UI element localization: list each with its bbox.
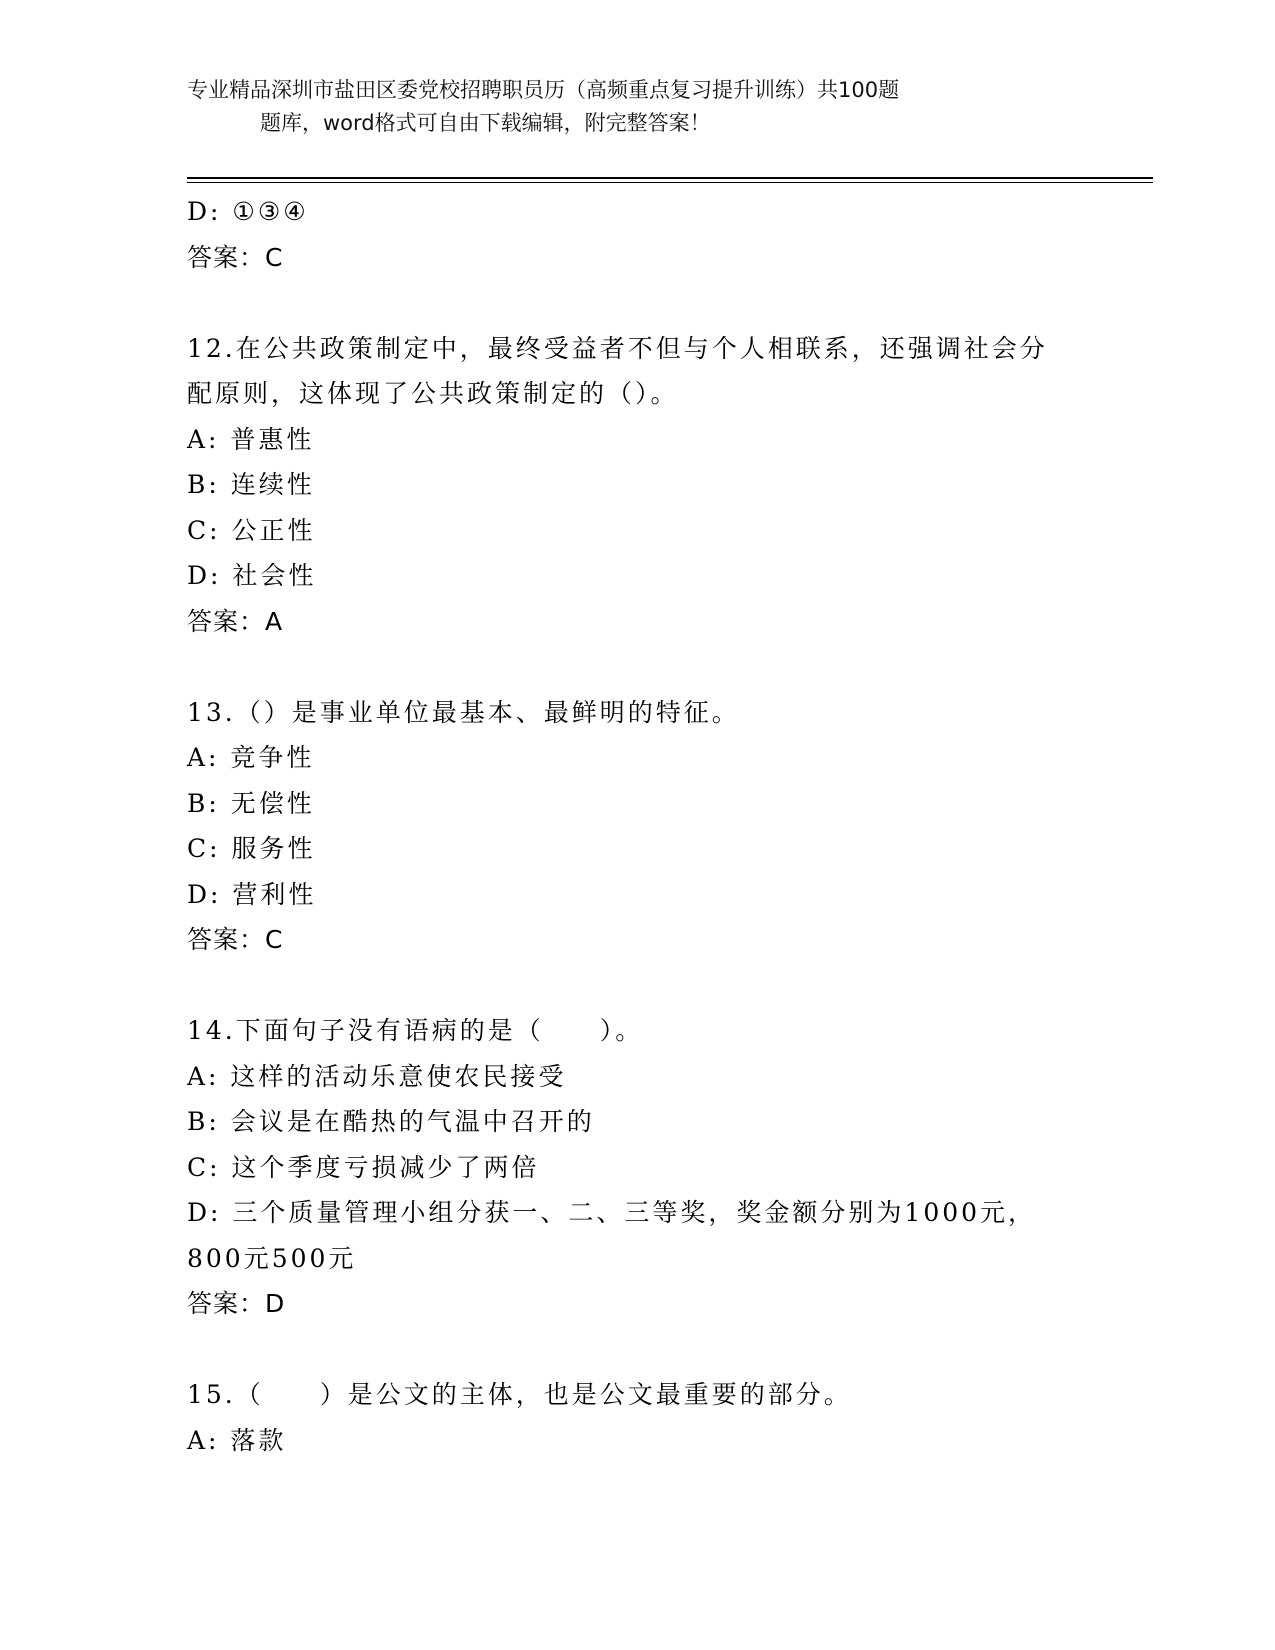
option-b: B: 会议是在酷热的气温中召开的: [187, 1107, 595, 1136]
option-a: A: 竞争性: [187, 743, 315, 772]
header-title-line-2: 题库，word格式可自由下载编辑，附完整答案！: [260, 111, 711, 135]
option-d-cont: 800元500元: [187, 1243, 357, 1273]
option-c: C: 服务性: [187, 834, 316, 863]
answer: 答案：A: [187, 606, 284, 636]
option-a: A: 普惠性: [187, 424, 315, 454]
question-15: [187, 1372, 1087, 1463]
option-a: A: 落款: [187, 1425, 287, 1455]
question-list: [187, 189, 1087, 1463]
question-text: 13.（）是事业单位最基本、最鲜明的特征。: [187, 697, 740, 727]
question-12: [187, 326, 1087, 645]
question-text-cont: 配原则，这体现了公共政策制定的（）。: [187, 379, 679, 408]
question-13: [187, 690, 1087, 963]
option-b: B: 连续性: [187, 470, 315, 499]
spacer: [187, 644, 1087, 690]
option-c: C: 公正性: [187, 515, 316, 545]
header-title-line-1: 专业精品深圳市盐田区委党校招聘职员历（高频重点复习提升训练）共100题: [187, 78, 900, 102]
option-d: D: 三个质量管理小组分获一、二、三等奖，奖金额分别为1000元，: [187, 1198, 1037, 1227]
document-header: [187, 74, 1067, 140]
answer: 答案：D: [187, 1289, 286, 1318]
option-d: D: 社会性: [187, 561, 317, 590]
prev-option-d: D: ①③④: [187, 197, 309, 226]
header-rule-thick: [187, 177, 1153, 179]
question-text: 14.下面句子没有语病的是（ ）。: [187, 1016, 644, 1045]
option-d: D: 营利性: [187, 879, 317, 909]
option-a: A: 这样的活动乐意使农民接受: [187, 1061, 567, 1091]
question-text: 12.在公共政策制定中，最终受益者不但与个人相联系，还强调社会分: [187, 333, 1048, 363]
spacer: [187, 280, 1087, 326]
answer: 答案：C: [187, 925, 284, 954]
header-rule-thin: [187, 182, 1153, 183]
spacer: [187, 963, 1087, 1009]
prev-answer: 答案：C: [187, 242, 284, 272]
question-text: 15.（ ）是公文的主体，也是公文最重要的部分。: [187, 1380, 852, 1409]
option-b: B: 无偿性: [187, 788, 315, 818]
question-14: [187, 1008, 1087, 1327]
option-c: C: 这个季度亏损减少了两倍: [187, 1152, 540, 1182]
spacer: [187, 1327, 1087, 1373]
